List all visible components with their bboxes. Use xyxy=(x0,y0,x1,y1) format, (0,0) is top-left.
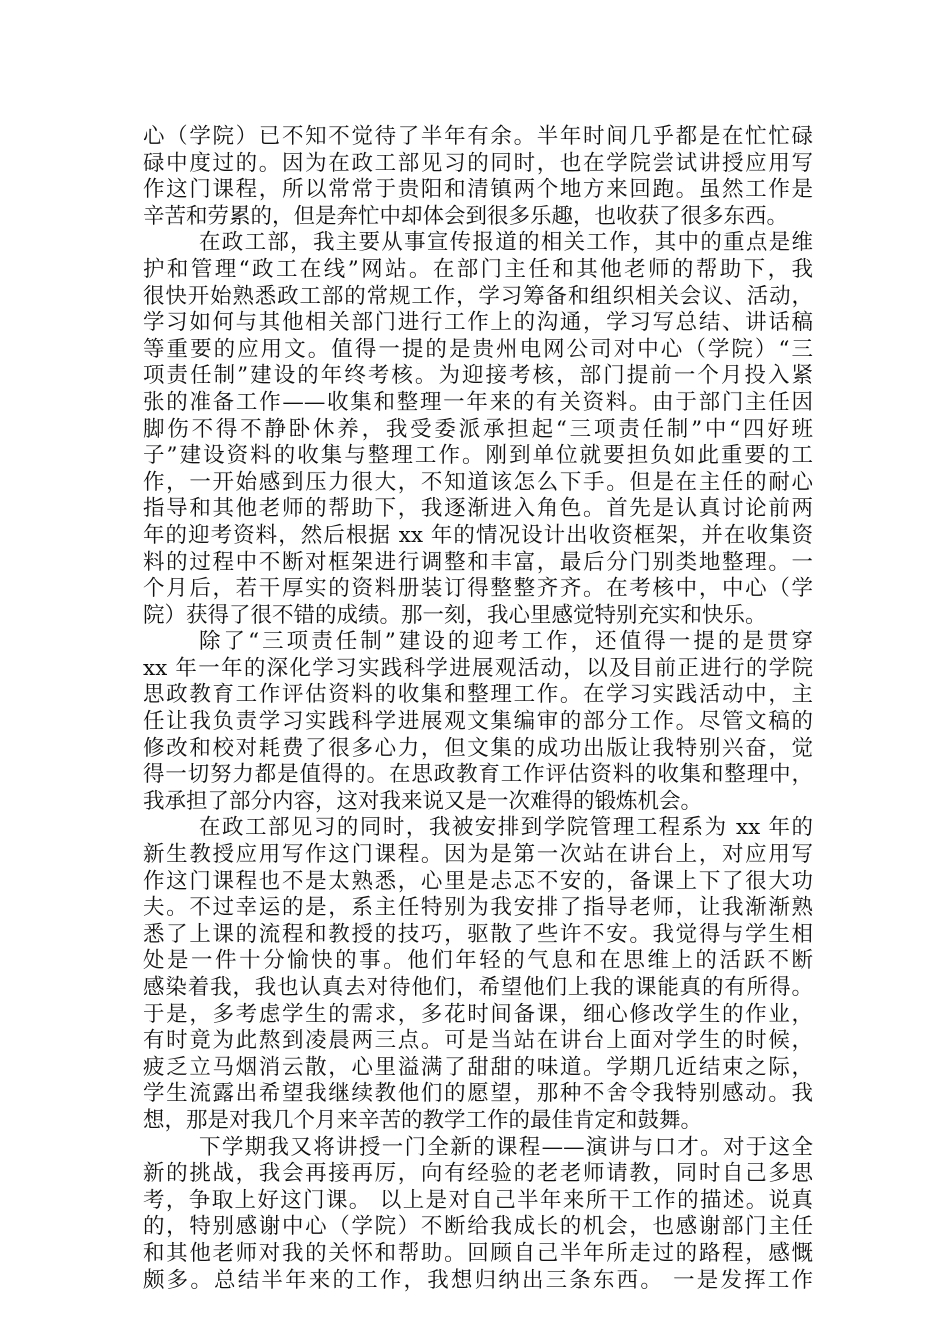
text-line: 我承担了部分内容，这对我来说又是一次难得的锻炼机会。 xyxy=(143,788,703,814)
text-line: 得一切努力都是值得的。在思政教育工作评估资料的收集和整理中， xyxy=(143,762,813,788)
text-line: 很快开始熟悉政工部的常规工作，学习筹备和组织相关会议、活动， xyxy=(143,283,813,309)
text-line: 学习如何与其他相关部门进行工作上的沟通，学习写总结、讲话稿 xyxy=(143,310,813,336)
text-line: 悉了上课的流程和教授的技巧，驱散了些许不安。我觉得与学生相 xyxy=(143,921,813,947)
text-line: 子”建设资料的收集与整理工作。刚到单位就要担负如此重要的工 xyxy=(143,443,813,469)
text-line: 项责任制”建设的年终考核。为迎接考核，部门提前一个月投入紧 xyxy=(143,363,813,389)
text-line: 护和管理“政工在线”网站。在部门主任和其他老师的帮助下，我 xyxy=(143,256,813,282)
text-line: xx 年一年的深化学习实践科学进展观活动，以及目前正进行的学院 xyxy=(143,655,813,681)
text-line: 碌中度过的。因为在政工部见习的同时，也在学院尝试讲授应用写 xyxy=(143,150,813,176)
text-line: 指导和其他老师的帮助下，我逐渐进入角色。首先是认真讨论前两 xyxy=(143,496,813,522)
text-line: 料的过程中不断对框架进行调整和丰富，最后分门别类地整理。一 xyxy=(143,549,813,575)
text-line: 新生教授应用写作这门课程。因为是第一次站在讲台上，对应用写 xyxy=(143,842,813,868)
text-line: 在政工部见习的同时，我被安排到学院管理工程系为 xx 年的 xyxy=(199,815,813,841)
text-line: 感染着我，我也认真去对待他们，希望他们上我的课能真的有所得。 xyxy=(143,975,813,1000)
text-line: 想，那是对我几个月来辛苦的教学工作的最佳肯定和鼓舞。 xyxy=(143,1107,703,1133)
text-line: 夫。不过幸运的是，系主任特别为我安排了指导老师，让我渐渐熟 xyxy=(143,895,813,921)
text-line: 辛苦和劳累的，但是奔忙中却体会到很多乐趣，也收获了很多东西。 xyxy=(143,203,789,229)
text-line: 作这门课程也不是太熟悉，心里是忐忑不安的，备课上下了很大功 xyxy=(143,868,813,894)
text-line: 院）获得了很不错的成绩。那一刻，我心里感觉特别充实和快乐。 xyxy=(143,602,767,628)
text-line: 心（学院）已不知不觉待了半年有余。半年时间几乎都是在忙忙碌 xyxy=(143,124,813,149)
text-line: 新的挑战，我会再接再厉，向有经验的老老师请教，同时自己多思 xyxy=(143,1161,813,1187)
text-line: 张的准备工作——收集和整理一年来的有关资料。由于部门主任因 xyxy=(143,389,813,415)
text-line: 个月后，若干厚实的资料册装订得整整齐齐。在考核中，中心（学 xyxy=(143,576,813,602)
text-line: 修改和校对耗费了很多心力，但文集的成功出版让我特别兴奋，觉 xyxy=(143,735,813,761)
text-line: 任让我负责学习实践科学进展观文集编审的部分工作。尽管文稿的 xyxy=(143,709,813,735)
text-line: 于是，多考虑学生的需求，多花时间备课，细心修改学生的作业， xyxy=(143,1001,813,1027)
text-line: 考，争取上好这门课。 以上是对自己半年来所干工作的描述。说真 xyxy=(143,1187,813,1213)
document-body xyxy=(143,124,813,1294)
text-line: 作这门课程，所以常常于贵阳和清镇两个地方来回跑。虽然工作是 xyxy=(143,177,813,203)
text-line: 疲乏立马烟消云散，心里溢满了甜甜的味道。学期几近结束之际， xyxy=(143,1054,813,1080)
text-line: 的，特别感谢中心（学院）不断给我成长的机会，也感谢部门主任 xyxy=(143,1214,813,1240)
text-line: 等重要的应用文。值得一提的是贵州电网公司对中心（学院）“三 xyxy=(143,336,813,362)
text-line: 除了“三项责任制”建设的迎考工作，还值得一提的是贯穿 xyxy=(199,629,813,655)
text-line: 有时竟为此熬到凌晨两三点。可是当站在讲台上面对学生的时候， xyxy=(143,1028,813,1054)
text-line: 思政教育工作评估资料的收集和整理工作。在学习实践活动中，主 xyxy=(143,682,813,708)
text-line: 学生流露出希望我继续教他们的愿望，那种不舍令我特别感动。我 xyxy=(143,1081,813,1107)
text-line: 和其他老师对我的关怀和帮助。回顾自己半年所走过的路程，感慨 xyxy=(143,1240,813,1266)
text-line: 年的迎考资料，然后根据 xx 年的情况设计出收资框架，并在收集资 xyxy=(143,522,813,548)
text-line: 颇多。总结半年来的工作，我想归纳出三条东西。 一是发挥工作 xyxy=(143,1267,813,1293)
text-line: 脚伤不得不静卧休养，我受委派承担起“三项责任制”中“四好班 xyxy=(143,416,813,442)
text-line: 下学期我又将讲授一门全新的课程——演讲与口才。对于这全 xyxy=(199,1134,813,1160)
text-line: 处是一件十分愉快的事。他们年轻的气息和在思维上的活跃不断 xyxy=(143,948,813,974)
text-line: 在政工部，我主要从事宣传报道的相关工作，其中的重点是维 xyxy=(199,230,813,256)
text-line: 作，一开始感到压力很大，不知道该怎么下手。但是在主任的耐心 xyxy=(143,469,813,495)
